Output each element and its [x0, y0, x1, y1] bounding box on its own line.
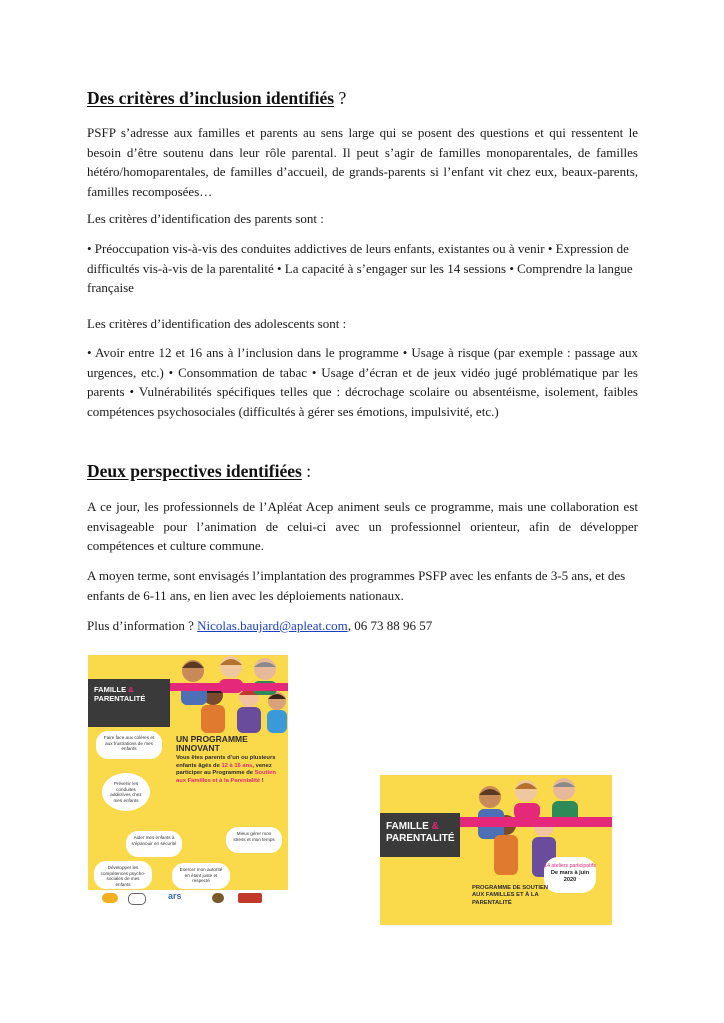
- intro-paragraph: PSFP s’adresse aux familles et parents au sens large qui se posent des questions et qui ressentent le besoin d’être soutenu dans leur rôle parental. Il peut s’agir de familles monoparentales, de familles hétéro/homoparentales, de familles d’accueil, de grands-parents si l’enfant vit chez eux, beaux-parents, familles recomposées…: [87, 125, 638, 199]
- banner-title-amp: &: [431, 821, 439, 832]
- heading-inclusion-criteria: Des critères d’inclusion identifiés ?: [87, 88, 347, 108]
- heading-perspectives: Deux perspectives identifiées :: [87, 461, 312, 481]
- partner-logo-icon: [238, 893, 262, 903]
- famille-parentalite-poster: [88, 655, 288, 907]
- banner-title-line1: FAMILLE: [386, 821, 429, 832]
- partner-logo-icon: [102, 893, 118, 903]
- banner-title-line2: PARENTALITÉ: [386, 833, 455, 844]
- poster-title-line2: PARENTALITÉ: [94, 694, 146, 703]
- sessions-count: 14 ateliers participatifs: [544, 863, 596, 869]
- poster-title-line1: FAMILLE: [94, 685, 127, 694]
- sessions-dates: De mars à juin 2020: [550, 870, 590, 883]
- banner-subtitle: PROGRAMME DE SOUTIEN AUX FAMILLES ET À LA PARENTALITÉ: [472, 885, 549, 906]
- bubble-stress: Mieux gérer mon stress et mon temps: [226, 827, 282, 853]
- banner-title: [380, 813, 460, 857]
- poster-headline: [176, 735, 248, 753]
- partner-logo-icon: [212, 893, 224, 903]
- bubble-autorite: Exercer mon autorité en étant juste et respecté: [172, 863, 230, 889]
- poster-title: [88, 679, 170, 727]
- partner-logos: [88, 890, 288, 907]
- bubble-competences: Développer les compétences psycho-sociales de mes enfants: [94, 861, 152, 889]
- contact-prefix: Plus d’information ?: [87, 618, 198, 633]
- ados-criteria-list: • Avoir entre 12 et 16 ans à l’inclusion dans le programme • Usage à risque (par exemple : passage aux urgences, etc.) • Consommation de tabac • Usage d’écran et de jeux vidéo jugé problématique par les parents • Vulnérabilités spécifiques telles que : décrochage scolaire ou absentéisme, isolement, faibles compétences psychosociales (difficultés à gérer ses émotions, impulsivité, etc.): [87, 345, 638, 419]
- ars-logo-icon: ars: [168, 891, 182, 901]
- contact-line: [87, 616, 638, 636]
- partner-logo-icon: [128, 893, 146, 905]
- parents-criteria-label: Les critères d’identification des parents sont :: [87, 211, 324, 226]
- ados-criteria-label: Les critères d’identification des adolescents sont :: [87, 316, 347, 331]
- family-illustration: [173, 655, 288, 733]
- contact-email-link[interactable]: Nicolas.baujard@apleat.com: [197, 618, 348, 633]
- sessions-badge: [544, 857, 596, 893]
- parents-criteria-list: • Préoccupation vis-à-vis des conduites addictives de leurs enfants, existantes ou à venir • Expression de difficultés vis-à-vis de la parentalité • La capacité à s’engager sur les 14 sessions • Comprendre la langue française: [87, 241, 633, 295]
- perspectives-paragraph-2: A moyen terme, sont envisagés l’implantation des programmes PSFP avec les enfants de 3-5 ans, et des enfants de 6-11 ans, en lien avec les déploiements nationaux.: [87, 568, 626, 603]
- bubble-epanouir: Aider mes enfants à s’épanouir en sécurité: [126, 831, 182, 857]
- perspectives-paragraph-1: A ce jour, les professionnels de l’Apléat Acep animent seuls ce programme, mais une collaboration est envisageable pour l’animation de celui-ci avec un professionnel orienteur, afin de développer compétences et culture commune.: [87, 499, 638, 553]
- famille-parentalite-banner: [380, 775, 612, 925]
- bubble-addictions: Prévenir les conduites addictives chez mes enfants: [102, 773, 150, 811]
- contact-phone: , 06 73 88 96 57: [347, 618, 433, 633]
- bubble-coleres: Faire face aux colères et aux frustrations de mes enfants: [96, 731, 162, 759]
- poster-body: Vous êtes parents d’un ou plusieurs enfants âgés de 12 à 16 ans, venez participer au Programme de Soutien aux Familles et à la Parentalité !: [176, 755, 276, 784]
- poster-headline-2: INNOVANT: [176, 743, 220, 753]
- poster-title-amp: &: [128, 685, 134, 694]
- poster-headline-1: UN PROGRAMME: [176, 734, 248, 744]
